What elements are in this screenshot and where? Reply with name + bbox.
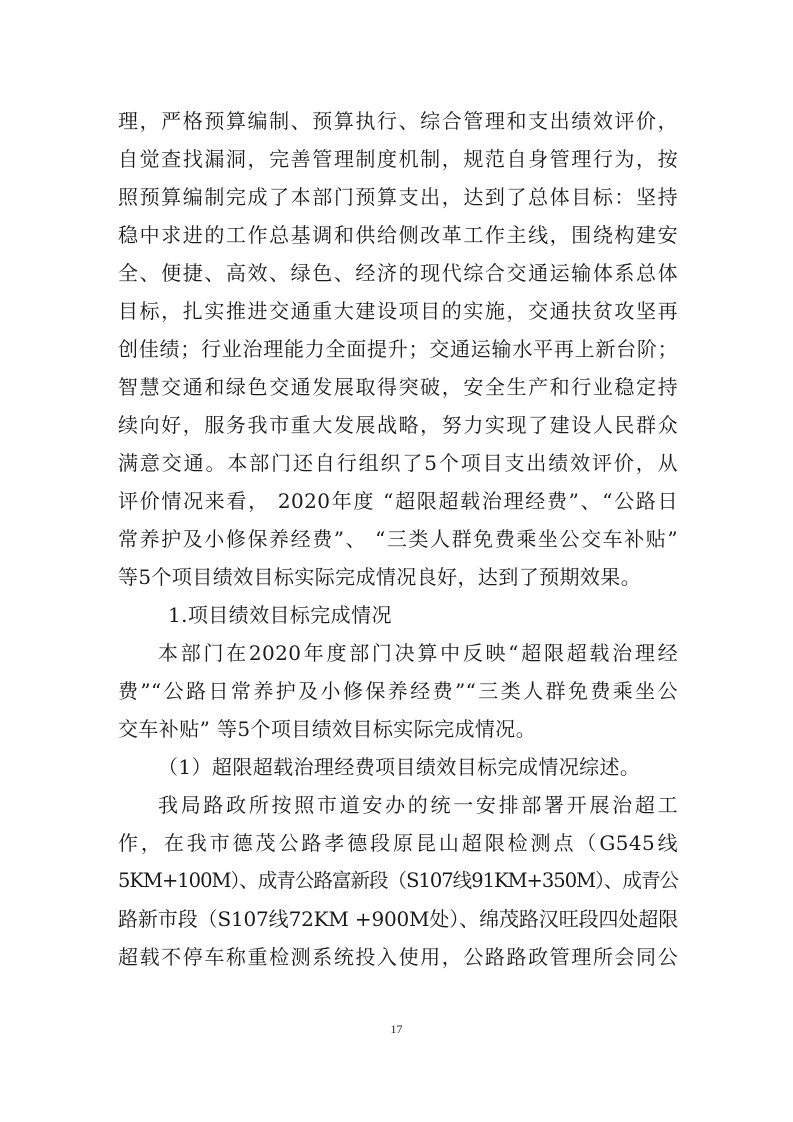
subsection-heading: （1）超限超载治理经费项目绩效目标完成情况综述。: [158, 755, 641, 779]
paragraph-line-23: 超载不停车称重检测系统投入使用，公路路政管理所会同公: [118, 945, 678, 969]
paragraph-line-17: 交车补贴” 等5个项目绩效目标实际完成情况。: [118, 717, 537, 741]
paragraph-line-3: 照预算编制完成了本部门预算支出，达到了总体目标：坚持: [118, 185, 678, 209]
paragraph-line-16: 费”“公路日常养护及小修保养经费”“三类人群免费乘坐公: [118, 679, 678, 703]
paragraph-line-10: 满意交通。本部门还自行组织了5个项目支出绩效评价，从: [118, 451, 678, 475]
paragraph-line-11: 评价情况来看， 2020年度 “超限超载治理经费”、“公路日: [118, 489, 678, 513]
paragraph-line-2: 自觉查找漏洞，完善管理制度机制，规范自身管理行为，按: [118, 147, 678, 171]
paragraph-line-1: 理，严格预算编制、预算执行、综合管理和支出绩效评价，: [118, 109, 678, 133]
paragraph-line-7: 创佳绩；行业治理能力全面提升；交通运输水平再上新台阶；: [118, 337, 678, 361]
paragraph-line-19: 我局路政所按照市道安办的统一安排部署开展治超工: [158, 793, 678, 817]
paragraph-line-20: 作，在我市德茂公路孝德段原昆山超限检测点（G545线: [118, 831, 678, 855]
paragraph-line-6: 目标，扎实推进交通重大建设项目的实施，交通扶贫攻坚再: [118, 299, 678, 323]
section-heading: 1.项目绩效目标完成情况: [168, 603, 392, 627]
paragraph-line-15: 本部门在2020年度部门决算中反映“超限超载治理经: [158, 641, 678, 665]
paragraph-line-22: 路新市段（S107线72KM +900M处）、绵茂路汉旺段四处超限: [118, 907, 678, 931]
paragraph-line-21: 5KM+100M）、成青公路富新段（S107线91KM+350M）、成青公: [118, 869, 678, 892]
paragraph-line-5: 全、便捷、高效、绿色、经济的现代综合交通运输体系总体: [118, 261, 678, 285]
paragraph-line-8: 智慧交通和绿色交通发展取得突破，安全生产和行业稳定持: [118, 375, 678, 399]
paragraph-line-9: 续向好，服务我市重大发展战略，努力实现了建设人民群众: [118, 413, 678, 437]
page-number: 17: [390, 1022, 403, 1036]
paragraph-line-12: 常养护及小修保养经费”、 “三类人群免费乘坐公交车补贴”: [118, 527, 678, 551]
paragraph-line-4: 稳中求进的工作总基调和供给侧改革工作主线，围绕构建安: [118, 223, 678, 247]
paragraph-line-13: 等5个项目绩效目标实际完成情况良好，达到了预期效果。: [118, 565, 642, 589]
